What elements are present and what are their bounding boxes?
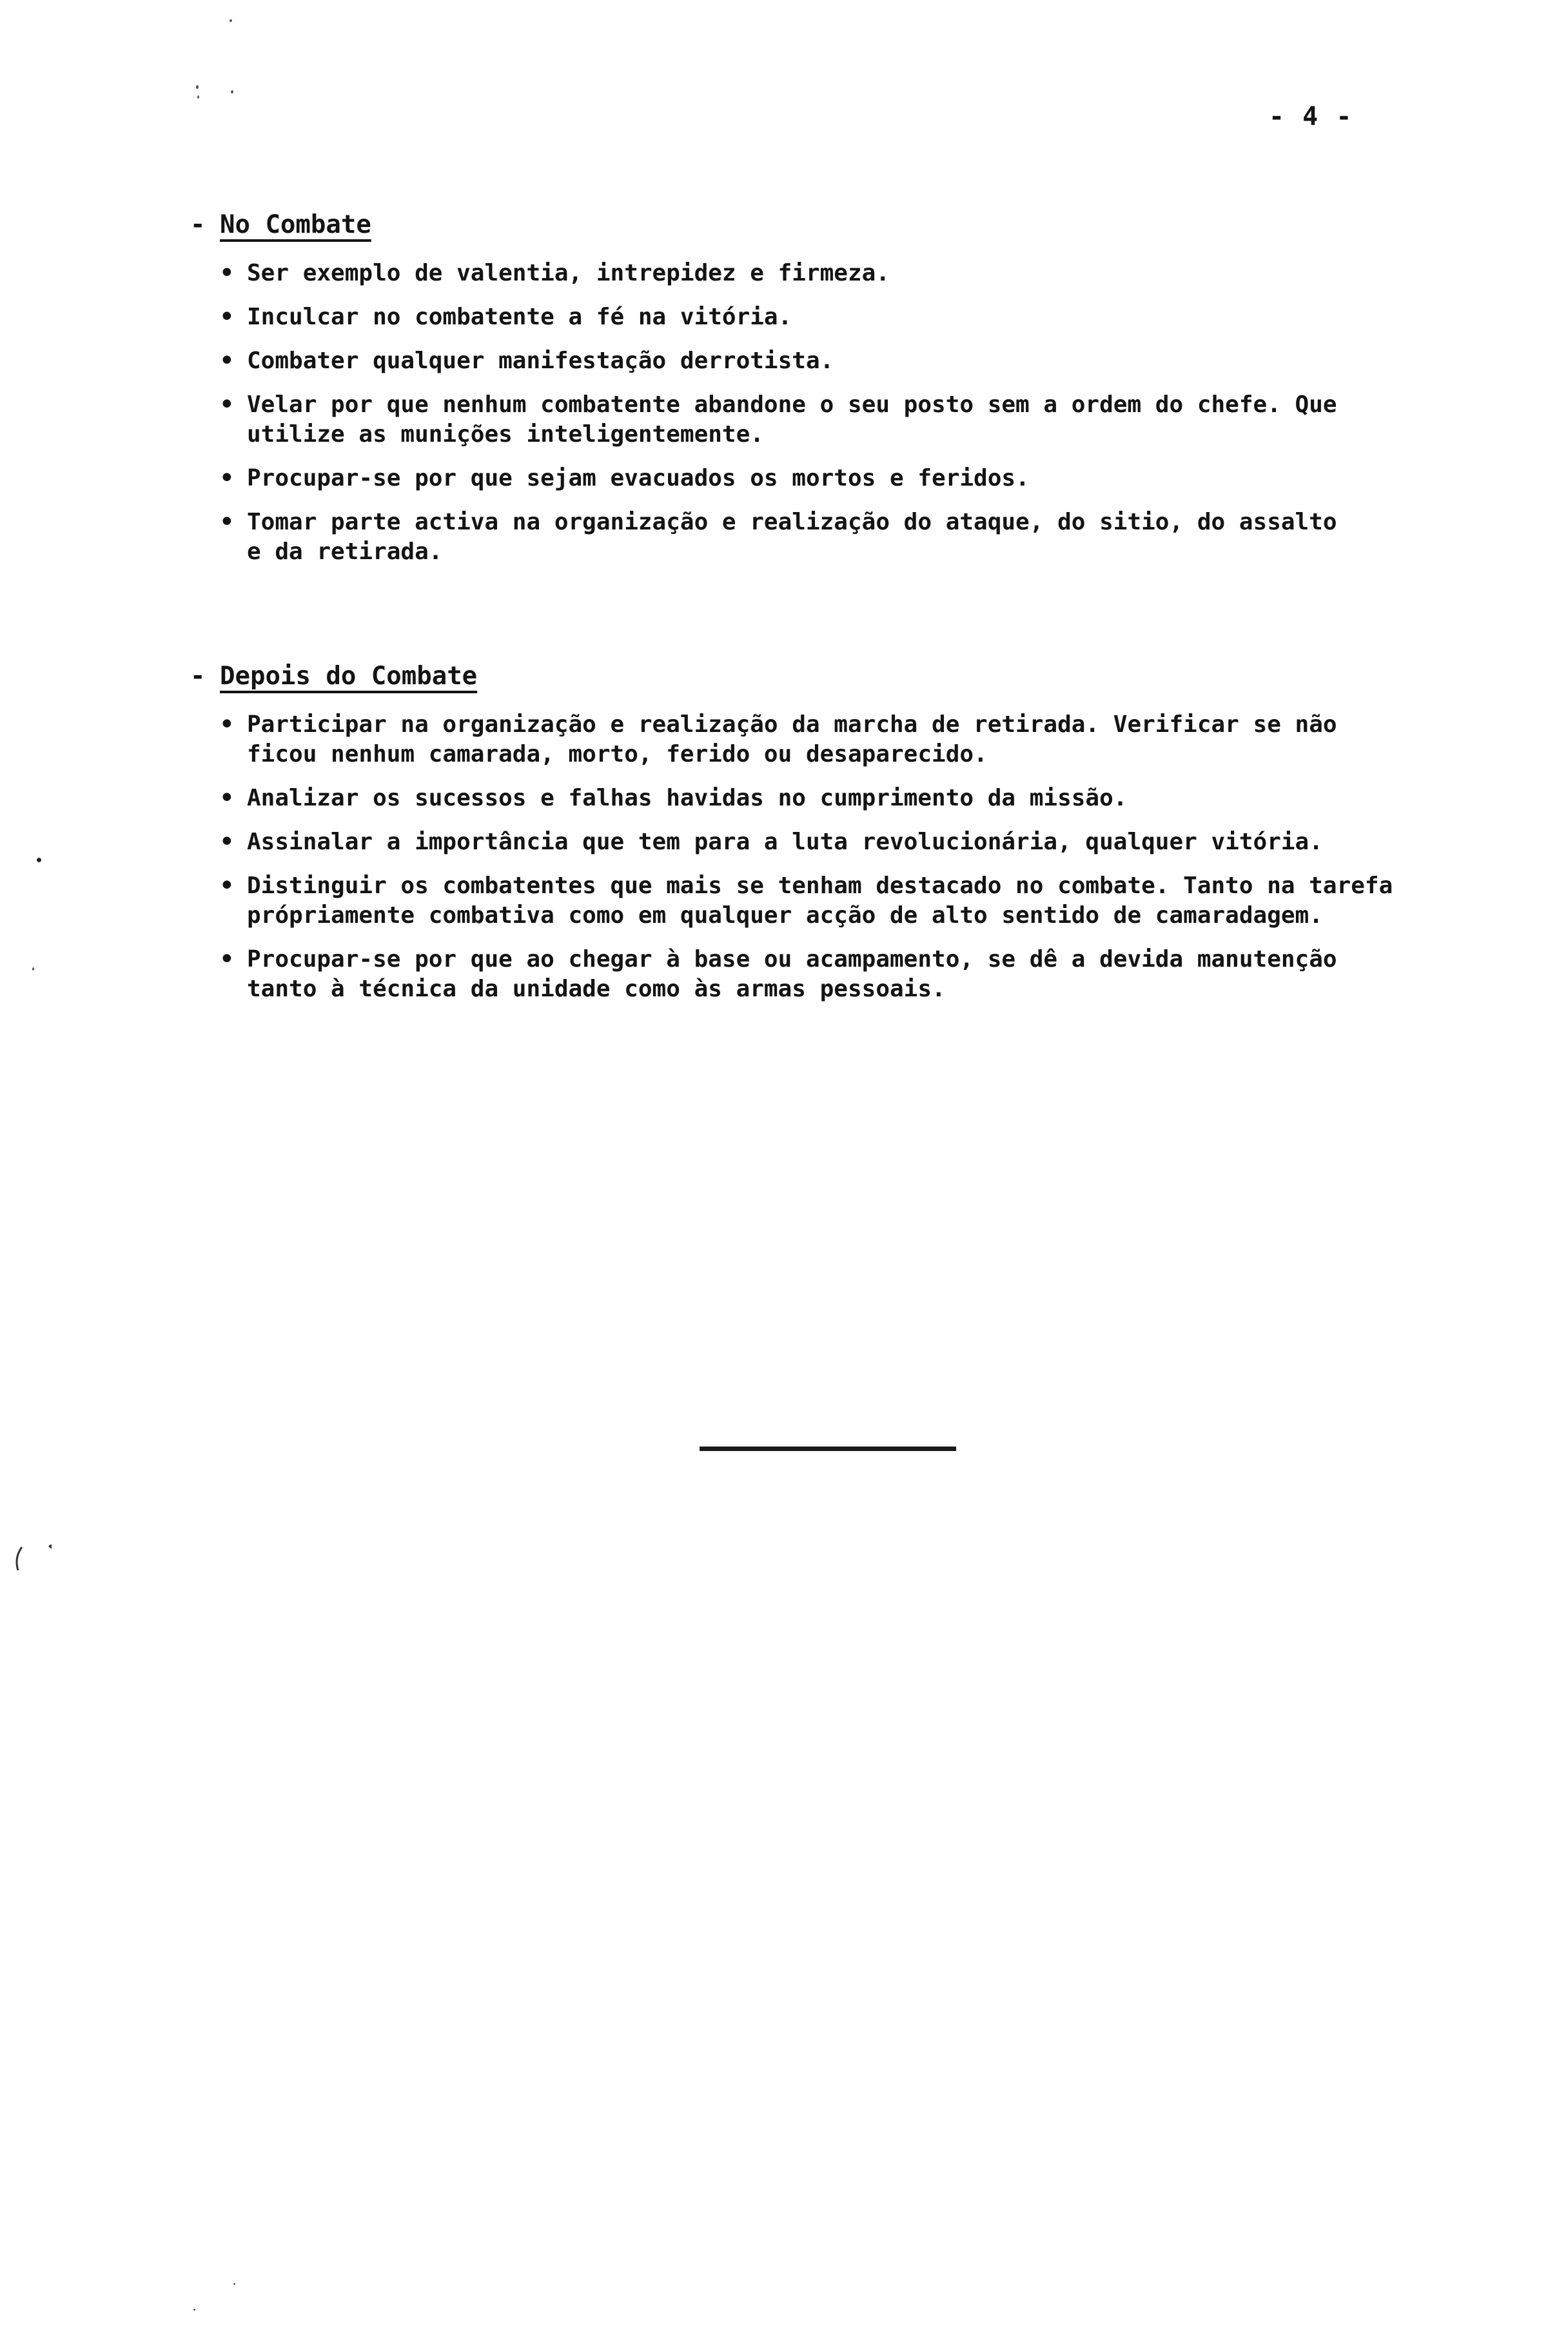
list-item-text: Combater qualquer manifestação derrotista. — [247, 348, 834, 374]
scan-speck — [37, 858, 41, 862]
section-heading-text: Depois do Combate — [220, 662, 478, 691]
bullet-icon: • — [220, 304, 234, 330]
list-item — [220, 710, 1480, 769]
scan-speck — [193, 2309, 195, 2311]
heading-dash: - — [190, 662, 206, 691]
list-item-text: Ser exemplo de valentia, intrepidez e firmeza. — [247, 260, 890, 286]
bullet-icon: • — [220, 946, 234, 973]
bullet-icon: • — [220, 509, 234, 535]
margin-paren-mark — [13, 1545, 52, 1577]
list-item-text: Procupar-se por que ao chegar à base ou acampamento, se dê a devida manutenção tanto à técnica da unidade como às armas pessoais. — [247, 946, 1337, 1002]
section-depois-do-combate — [190, 662, 1480, 1018]
bullet-icon: • — [220, 711, 234, 738]
section-heading — [190, 210, 1480, 239]
bullet-icon: • — [220, 391, 234, 418]
scan-speck — [196, 85, 199, 89]
section-heading-text: No Combate — [220, 210, 371, 239]
item-list — [190, 710, 1480, 1004]
item-list — [190, 259, 1480, 567]
list-item-text: Participar na organização e realização da marcha de retirada. Verificar se não ficou nenhum camarada, morto, ferido ou desaparecido. — [247, 711, 1337, 767]
list-item — [220, 827, 1480, 857]
scan-speck — [233, 2283, 235, 2285]
list-item-text: Inculcar no combatente a fé na vitória. — [247, 304, 792, 330]
list-item — [220, 390, 1480, 449]
page-number: - 4 - — [1269, 102, 1353, 132]
scan-speck — [230, 19, 232, 22]
list-item-text: Tomar parte activa na organização e realização do ataque, do sitio, do assalto e da retirada. — [247, 509, 1337, 565]
list-item — [220, 508, 1480, 567]
list-item — [220, 346, 1480, 376]
section-heading — [190, 662, 1480, 691]
list-item-text: Analizar os sucessos e falhas havidas no cumprimento da missão. — [247, 785, 1128, 811]
section-no-combate — [190, 210, 1480, 581]
scan-speck — [32, 967, 34, 971]
bullet-icon: • — [220, 873, 234, 899]
list-item — [220, 945, 1480, 1004]
list-item-text: Distinguir os combatentes que mais se tenham destacado no combate. Tanto na tarefa própriamente combativa como em qualquer acção de alto sentido de camaradagem. — [247, 873, 1393, 929]
bullet-icon: • — [220, 260, 234, 286]
scan-speck — [197, 95, 199, 99]
bullet-icon: • — [220, 348, 234, 374]
list-item — [220, 259, 1480, 288]
list-item — [220, 784, 1480, 813]
list-item-text: Assinalar a importância que tem para a luta revolucionária, qualquer vitória. — [247, 829, 1323, 855]
bullet-icon: • — [220, 785, 234, 811]
list-item-text: Velar por que nenhum combatente abandone o seu posto sem a ordem do chefe. Que utilize as munições inteligentemente. — [247, 391, 1337, 448]
heading-dash: - — [190, 210, 206, 239]
list-item — [220, 464, 1480, 493]
list-item — [220, 871, 1480, 931]
bullet-icon: • — [220, 829, 234, 855]
scan-speck — [231, 90, 233, 94]
list-item-text: Procupar-se por que sejam evacuados os mortos e feridos. — [247, 465, 1030, 491]
bullet-icon: • — [220, 465, 234, 491]
list-item — [220, 302, 1480, 332]
closing-rule — [700, 1447, 956, 1451]
